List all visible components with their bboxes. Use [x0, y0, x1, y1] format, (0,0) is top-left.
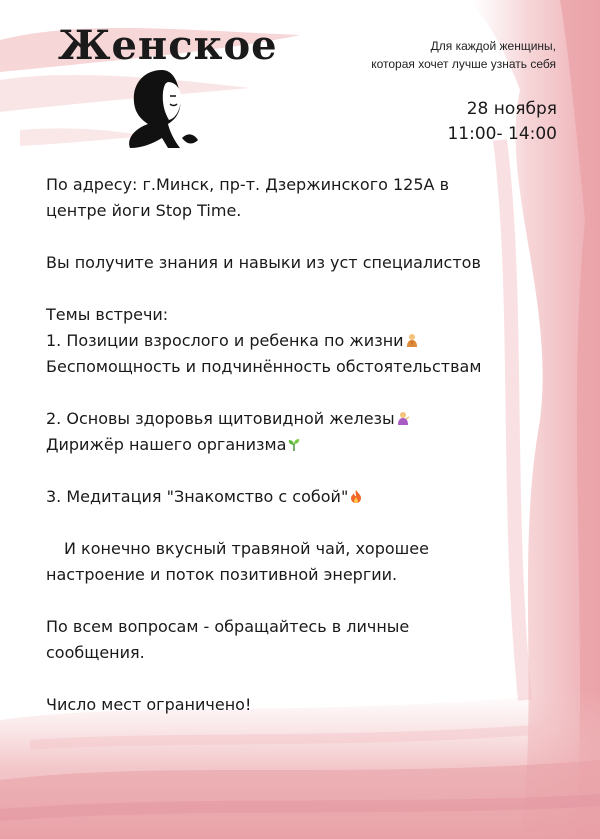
event-datetime [447, 97, 557, 147]
person-praying-emoji-icon [405, 333, 419, 347]
brand-logo: Женское [58, 22, 278, 69]
seedling-emoji-icon [287, 437, 301, 451]
topic-2-title-text: 2. Основы здоровья щитовидной железы [46, 409, 395, 428]
fire-emoji-icon [349, 489, 363, 503]
topic-2-subtitle-text: Дирижёр нашего организма [46, 435, 287, 454]
event-date: 28 ноября [466, 99, 557, 119]
tagline-line-2: которая хочет лучше узнать себя [371, 57, 556, 71]
topic-1-subtitle: Беспомощность и подчинённость обстоятельствам [46, 357, 482, 376]
topic-3-title-text: 3. Медитация "Знакомство с собой" [46, 487, 349, 506]
topic-3-title [46, 484, 566, 510]
tea-line-2: настроение и поток позитивной энергии. [46, 565, 398, 584]
address-line-1: По адресу: г.Минск, пр-т. Дзержинского 125А в [46, 175, 449, 194]
tagline [296, 37, 556, 73]
topic-2-subtitle [46, 432, 566, 458]
specialists-text: Вы получите знания и навыки из уст специалистов [46, 253, 481, 272]
topic-2-title [46, 406, 566, 432]
topic-1-title-text: 1. Позиции взрослого и ребенка по жизни [46, 331, 404, 350]
questions-line-2: сообщения. [46, 643, 145, 662]
address-line-2: центре йоги Stop Time. [46, 201, 242, 220]
woman-silhouette-icon [122, 68, 212, 150]
topics-heading: Темы встречи: [46, 305, 169, 324]
tea-line-1: И конечно вкусный травяной чай, хорошее [64, 539, 429, 558]
tagline-line-1: Для каждой женщины, [430, 39, 556, 53]
event-time: 11:00- 14:00 [447, 124, 557, 144]
person-tipping-hand-emoji-icon [396, 411, 410, 425]
event-description [46, 172, 566, 718]
questions-line-1: По всем вопросам - обращайтесь в личные [46, 617, 410, 636]
topic-1-title [46, 328, 566, 354]
limited-seats-text: Число мест ограничено! [46, 695, 252, 714]
